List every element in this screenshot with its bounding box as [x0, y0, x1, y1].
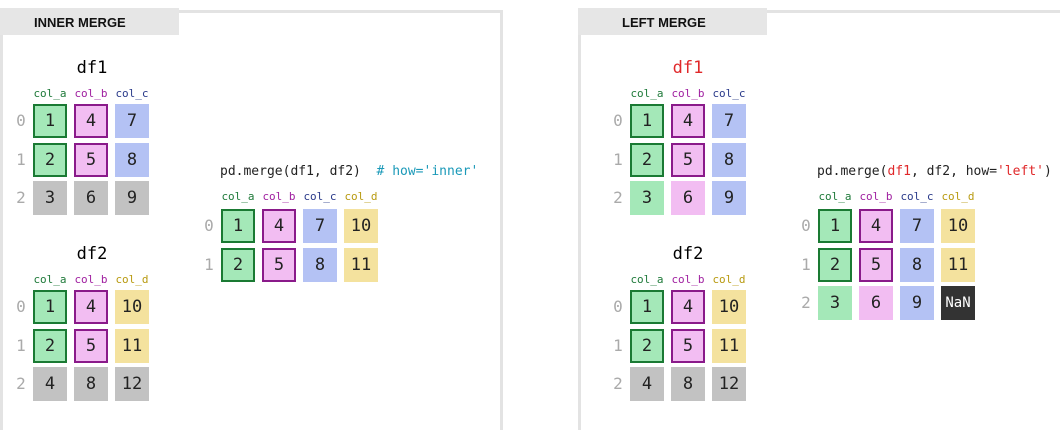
left-res-nan-cell: NaN: [941, 286, 975, 320]
left-res-cell: 4: [859, 209, 893, 243]
inner-df1-idx-1: 1: [16, 150, 26, 169]
inner-df2-col-b: col_b: [74, 273, 108, 286]
inner-res-cell: 11: [344, 248, 378, 282]
left-res-cell: 3: [818, 286, 852, 320]
inner-df1-idx-2: 2: [16, 188, 26, 207]
left-df1-cell: 4: [671, 104, 705, 138]
inner-df2-cell: 8: [74, 367, 108, 401]
left-df2-col-d: col_d: [712, 273, 746, 286]
left-res-cell: 10: [941, 209, 975, 243]
inner-df1-col-c: col_c: [115, 87, 149, 100]
inner-df1-col-b: col_b: [74, 87, 108, 100]
left-res-col-d: col_d: [941, 190, 975, 203]
inner-code-comment: # how='inner': [376, 164, 479, 179]
left-df1-cell: 5: [671, 143, 705, 177]
left-merge-tab: LEFT MERGE: [578, 8, 767, 35]
left-code-suffix: ): [1044, 164, 1052, 179]
left-code-mid: , df2, how=: [910, 164, 998, 179]
left-df2-cell: 5: [671, 329, 705, 363]
left-df2-col-a: col_a: [630, 273, 664, 286]
left-res-col-c: col_c: [900, 190, 934, 203]
left-res-cell: 1: [818, 209, 852, 243]
left-df2-cell: 4: [630, 367, 664, 401]
left-res-idx-2: 2: [801, 293, 811, 312]
inner-df1-cell: 5: [74, 143, 108, 177]
inner-df2-col-a: col_a: [33, 273, 67, 286]
left-res-cell: 11: [941, 248, 975, 282]
left-df1-cell: 3: [630, 181, 664, 215]
inner-df2-cell: 5: [74, 329, 108, 363]
inner-df2-cell: 2: [33, 329, 67, 363]
inner-df2-cell: 4: [33, 367, 67, 401]
inner-df2-title: df2: [76, 244, 108, 264]
left-df2-col-b: col_b: [671, 273, 705, 286]
left-code-how: 'left': [997, 164, 1044, 179]
left-df2-cell: 12: [712, 367, 746, 401]
inner-merge-tab: INNER MERGE: [0, 8, 179, 35]
inner-df1-cell: 2: [33, 143, 67, 177]
left-df2-idx-1: 1: [613, 336, 623, 355]
left-df1-cell: 9: [712, 181, 746, 215]
left-res-idx-1: 1: [801, 255, 811, 274]
inner-df2-col-d: col_d: [115, 273, 149, 286]
left-res-cell: 9: [900, 286, 934, 320]
left-df1-title: df1: [672, 58, 704, 78]
inner-df2-cell: 4: [74, 290, 108, 324]
inner-res-col-b: col_b: [262, 190, 296, 203]
left-res-cell: 6: [859, 286, 893, 320]
inner-res-cell: 5: [262, 248, 296, 282]
inner-df1-cell: 8: [115, 143, 149, 177]
inner-df1-cell: 7: [115, 104, 149, 138]
inner-df1-cell: 1: [33, 104, 67, 138]
inner-df2-cell: 12: [115, 367, 149, 401]
left-df2-cell: 11: [712, 329, 746, 363]
inner-res-cell: 10: [344, 209, 378, 243]
inner-res-cell: 2: [221, 248, 255, 282]
left-df2-title: df2: [672, 244, 704, 264]
inner-df2-idx-1: 1: [16, 336, 26, 355]
inner-code-text: pd.merge(df1, df2): [220, 164, 361, 179]
left-df1-idx-2: 2: [613, 188, 623, 207]
inner-df2-idx-2: 2: [16, 374, 26, 393]
inner-df1-cell: 6: [74, 181, 108, 215]
inner-df1-cell: 3: [33, 181, 67, 215]
inner-res-col-c: col_c: [303, 190, 337, 203]
inner-res-col-d: col_d: [344, 190, 378, 203]
inner-df1-col-a: col_a: [33, 87, 67, 100]
left-df2-idx-0: 0: [613, 297, 623, 316]
left-df1-cell: 1: [630, 104, 664, 138]
left-df1-col-a: col_a: [630, 87, 664, 100]
left-df1-cell: 7: [712, 104, 746, 138]
left-res-cell: 8: [900, 248, 934, 282]
left-df2-cell: 2: [630, 329, 664, 363]
left-res-cell: 7: [900, 209, 934, 243]
inner-df1-cell: 9: [115, 181, 149, 215]
inner-res-cell: 7: [303, 209, 337, 243]
inner-df2-cell: 11: [115, 329, 149, 363]
left-df1-cell: 8: [712, 143, 746, 177]
left-df1-idx-0: 0: [613, 111, 623, 130]
left-code-df1: df1: [887, 164, 911, 179]
left-df2-cell: 8: [671, 367, 705, 401]
left-df1-col-c: col_c: [712, 87, 746, 100]
inner-df1-cell: 4: [74, 104, 108, 138]
inner-res-cell: 4: [262, 209, 296, 243]
inner-df2-idx-0: 0: [16, 297, 26, 316]
inner-res-cell: 8: [303, 248, 337, 282]
left-df1-col-b: col_b: [671, 87, 705, 100]
left-df2-idx-2: 2: [613, 374, 623, 393]
inner-res-idx-1: 1: [204, 255, 214, 274]
left-df2-cell: 10: [712, 290, 746, 324]
inner-res-col-a: col_a: [221, 190, 255, 203]
left-res-col-a: col_a: [818, 190, 852, 203]
left-res-col-b: col_b: [859, 190, 893, 203]
left-df2-cell: 1: [630, 290, 664, 324]
left-df1-cell: 2: [630, 143, 664, 177]
left-res-idx-0: 0: [801, 216, 811, 235]
left-code-prefix: pd.merge(: [817, 164, 888, 179]
inner-res-cell: 1: [221, 209, 255, 243]
left-res-cell: 2: [818, 248, 852, 282]
left-merge-code: [817, 164, 1052, 179]
left-df1-cell: 6: [671, 181, 705, 215]
left-df1-idx-1: 1: [613, 150, 623, 169]
inner-df1-title: df1: [76, 58, 108, 78]
left-res-cell: 5: [859, 248, 893, 282]
left-df2-cell: 4: [671, 290, 705, 324]
inner-df1-idx-0: 0: [16, 111, 26, 130]
inner-df2-cell: 10: [115, 290, 149, 324]
inner-df2-cell: 1: [33, 290, 67, 324]
inner-merge-code: [220, 164, 478, 179]
inner-res-idx-0: 0: [204, 216, 214, 235]
